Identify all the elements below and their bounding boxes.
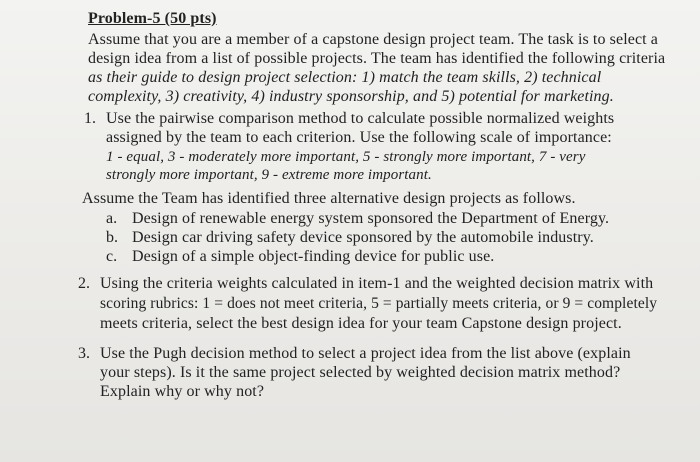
- item-2-number: 2.: [78, 275, 90, 292]
- project-a-text: Design of renewable energy system sponsored the Department of Energy.: [132, 210, 610, 227]
- item-2-line-2: scoring rubrics: 1 = does not meet criteria, 5 = partially meets criteria, or 9 = completely: [100, 295, 658, 312]
- item-1-line-2: assigned by the team to each criterion. Use the following scale of importance:: [106, 129, 612, 146]
- intro-line-4: complexity, 3) creativity, 4) industry sponsorship, and 5) potential for marketing.: [88, 88, 614, 105]
- item-1-line-4: strongly more important, 9 - extreme more important.: [106, 167, 432, 183]
- item-2-line-1: Using the criteria weights calculated in item-1 and the weighted decision matrix with: [100, 275, 654, 292]
- problem-title: Problem-5 (50 pts): [88, 10, 217, 27]
- intro-line-3: as their guide to design project selection: 1) match the team skills, 2) technical: [88, 69, 602, 86]
- item-2-line-3: meets criteria, select the best design idea for your team Capstone design project.: [100, 315, 622, 332]
- project-b-label: b.: [106, 229, 118, 246]
- project-c-text: Design of a simple object-finding device for public use.: [132, 248, 495, 265]
- projects-intro: Assume the Team has identified three alternative design projects as follows.: [82, 190, 576, 207]
- intro-line-2: design idea from a list of possible projects. The team has identified the following criteria: [88, 50, 666, 67]
- project-c-label: c.: [106, 248, 118, 265]
- item-3-line-2: your steps). Is it the same project selected by weighted decision matrix method?: [100, 364, 621, 381]
- item-3-line-1: Use the Pugh decision method to select a project idea from the list above (explain: [100, 345, 631, 362]
- item-3-line-3: Explain why or why not?: [100, 383, 265, 400]
- item-1-line-3: 1 - equal, 3 - moderately more important, 5 - strongly more important, 7 - very: [106, 149, 586, 165]
- intro-line-1: Assume that you are a member of a capstone design project team. The task is to select a: [88, 31, 658, 48]
- project-b-text: Design car driving safety device sponsored by the automobile industry.: [132, 229, 594, 246]
- project-a-label: a.: [106, 210, 118, 227]
- item-1-line-1: Use the pairwise comparison method to calculate possible normalized weights: [106, 110, 615, 127]
- item-3-number: 3.: [78, 345, 90, 362]
- item-1-number: 1.: [84, 110, 96, 127]
